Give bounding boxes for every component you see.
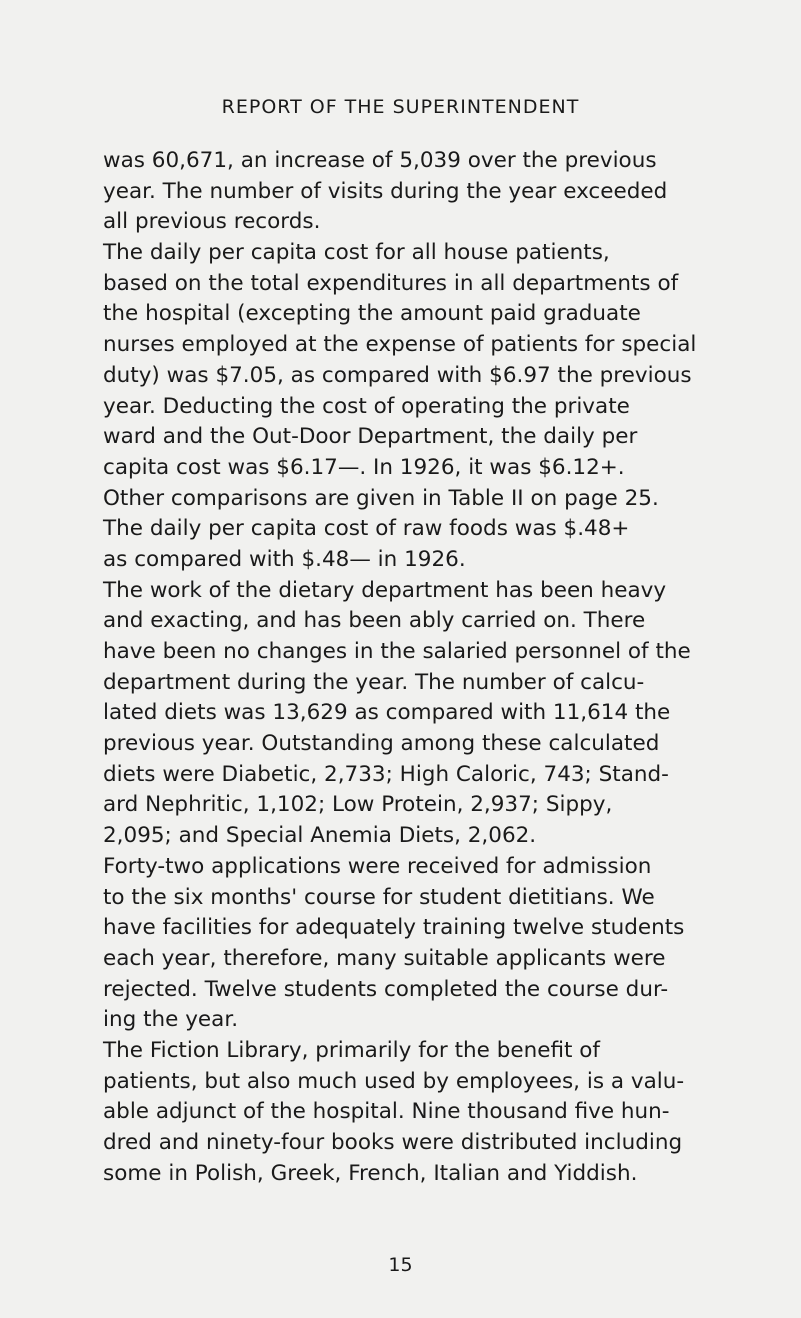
running-header: REPORT OF THE SUPERINTENDENT: [221, 96, 580, 118]
text-line: The work of the dietary department has been heavy: [103, 577, 667, 603]
text-line: The Fiction Library, primarily for the benefit of: [103, 1037, 600, 1063]
text-line: based on the total expenditures in all departments of: [103, 270, 679, 296]
text-line: have facilities for adequately training twelve students: [103, 915, 685, 941]
text-line: each year, therefore, many suitable applicants were: [103, 945, 666, 971]
text-line: nurses employed at the expense of patients for special: [103, 332, 697, 358]
page-number: 15: [388, 1254, 413, 1276]
text-line: department during the year. The number of calcu-: [103, 669, 645, 695]
body-text: [103, 146, 743, 1189]
text-line: The daily per capita cost of raw foods was $.48+: [103, 516, 630, 542]
text-line: duty) was $7.05, as compared with $6.97 the previous: [103, 362, 692, 388]
text-line: previous year. Outstanding among these calculated: [103, 731, 660, 757]
text-line: Other comparisons are given in Table II on page 25.: [103, 485, 659, 511]
text-line: dred and ninety-four books were distributed including: [103, 1130, 683, 1155]
text-line: ward and the Out-Door Department, the daily per: [103, 424, 638, 450]
text-line: able adjunct of the hospital. Nine thousand five hun-: [103, 1099, 670, 1125]
text-line: The daily per capita cost for all house patients,: [103, 240, 610, 266]
text-line: ard Nephritic, 1,102; Low Protein, 2,937; Sippy,: [103, 792, 613, 818]
text-line: was 60,671, an increase of 5,039 over the previous: [103, 148, 657, 173]
text-line: Forty-two applications were received for admission: [103, 853, 652, 879]
text-line: patients, but also much used by employees, is a valu-: [103, 1068, 685, 1094]
text-line: year. Deducting the cost of operating the private: [103, 393, 630, 419]
text-line: 2,095; and Special Anemia Diets, 2,062.: [103, 823, 537, 849]
text-line: lated diets was 13,629 as compared with 11,614 the: [103, 700, 671, 726]
text-line: as compared with $.48— in 1926.: [103, 546, 466, 572]
text-line: the hospital (excepting the amount paid graduate: [103, 301, 641, 327]
text-line: and exacting, and has been ably carried on. There: [103, 608, 646, 634]
text-line: diets were Diabetic, 2,733; High Caloric, 743; Stand-: [103, 761, 669, 787]
text-line: some in Polish, Greek, French, Italian and Yiddish.: [103, 1160, 638, 1186]
text-line: capita cost was $6.17—. In 1926, it was $6.12+.: [103, 454, 625, 480]
text-line: to the six months' course for student dietitians. We: [103, 884, 655, 910]
text-line: year. The number of visits during the year exceeded: [103, 178, 668, 204]
text-line: have been no changes in the salaried personnel of the: [103, 639, 691, 664]
text-line: rejected. Twelve students completed the course dur-: [103, 976, 669, 1002]
text-line: ing the year.: [103, 1007, 239, 1033]
text-line: all previous records.: [103, 209, 321, 235]
